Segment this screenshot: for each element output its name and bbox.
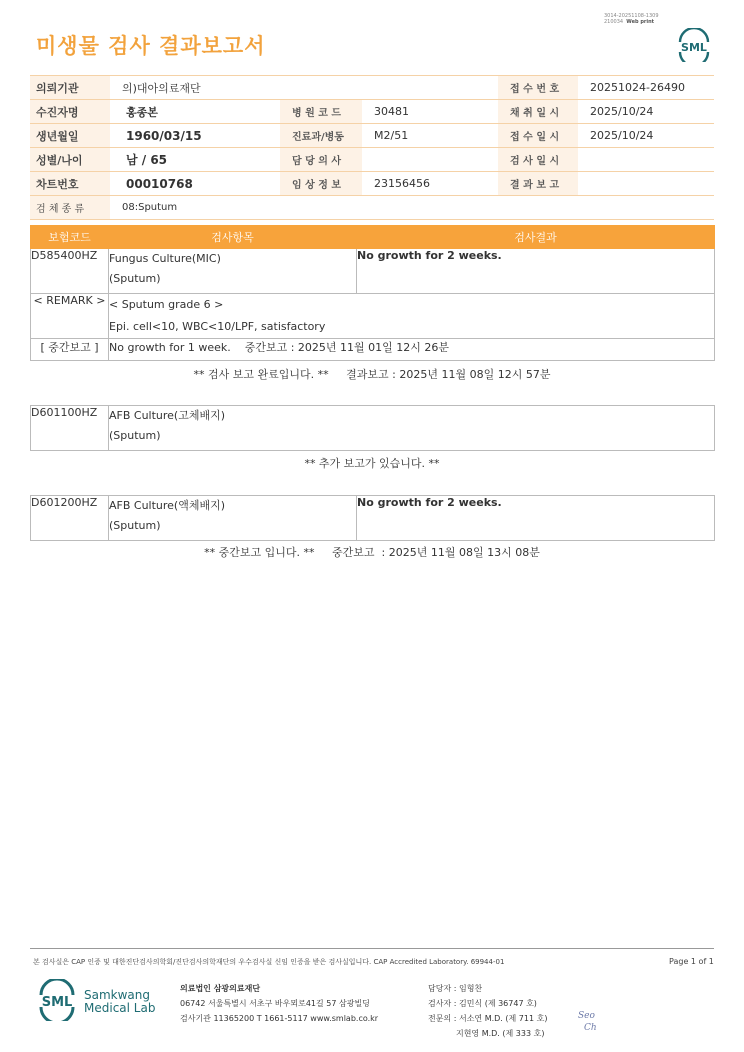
samkwang-logo-text: SML xyxy=(41,995,73,1010)
test-item xyxy=(109,496,357,541)
footer-staff xyxy=(428,981,547,1041)
test-date-label: 검 사 일 시 xyxy=(498,148,578,172)
name-value: 홍종본 xyxy=(110,100,280,124)
info-row xyxy=(30,124,714,148)
specimen-label: 검 체 종 류 xyxy=(30,196,110,220)
staff-specialist-2: 지현영 M.D. (제 333 호) xyxy=(428,1029,545,1038)
footer-brand xyxy=(84,989,155,1015)
remark-line: < Sputum grade 6 > xyxy=(109,298,224,311)
test-code: D585400HZ xyxy=(31,249,109,294)
doctor-label: 담 당 의 사 xyxy=(280,148,362,172)
signature-line: Seo xyxy=(578,1011,595,1021)
clinical-value: 23156456 xyxy=(362,172,498,196)
receipt-no-value: 20251024-26490 xyxy=(578,76,714,100)
report-value xyxy=(578,172,714,196)
result-table-afb-liquid xyxy=(30,495,715,541)
info-row xyxy=(30,196,714,220)
result-header-row xyxy=(31,226,715,249)
result-table-fungus xyxy=(30,225,715,361)
footer-divider xyxy=(30,948,714,949)
header-test-result: 검사결과 xyxy=(357,226,715,249)
test-item-specimen: (Sputum) xyxy=(109,429,161,442)
dept-value: M2/51 xyxy=(362,124,498,148)
test-code: D601100HZ xyxy=(31,406,109,451)
test-date-value xyxy=(578,148,714,172)
report-status-note: ** 검사 보고 완료입니다. ** 결과보고 : 2025년 11월 08일 12시 57분 xyxy=(193,368,551,381)
dept-label: 진료과/병동 xyxy=(280,124,362,148)
table-row xyxy=(31,496,715,541)
header-test-item: 검사항목 xyxy=(109,226,357,249)
sml-logo-text: SML xyxy=(681,41,707,54)
specimen-value: 08:Sputum xyxy=(110,196,714,220)
header-insurance-code: 보험코드 xyxy=(31,226,109,249)
test-code: D601200HZ xyxy=(31,496,109,541)
staff-manager: 담당자 : 임형찬 xyxy=(428,984,483,993)
test-item xyxy=(109,249,357,294)
sex-age-value: 남 / 65 xyxy=(110,148,280,172)
print-meta-code: 210034 Web print xyxy=(604,19,655,25)
client-label: 의뢰기관 xyxy=(30,76,110,100)
remark-label: < REMARK > xyxy=(31,294,109,339)
client-value: 의)대아의료재단 xyxy=(110,76,498,100)
test-item-specimen: (Sputum) xyxy=(109,272,161,285)
samkwang-logo-icon xyxy=(36,979,78,1021)
receipt-date-label: 접 수 일 시 xyxy=(498,124,578,148)
receipt-date-value: 2025/10/24 xyxy=(578,124,714,148)
name-label: 수진자명 xyxy=(30,100,110,124)
signature-line: Ch xyxy=(584,1023,597,1033)
sml-logo-icon xyxy=(676,28,712,62)
org-contact: 검사기관 11365200 T 1661-5117 www.smlab.co.kr xyxy=(180,1014,379,1023)
remark-line: Epi. cell<10, WBC<10/LPF, satisfactory xyxy=(109,320,326,333)
print-meta-id: 3014-20251108-1309 xyxy=(604,13,659,19)
org-name: 의료법인 삼광의료재단 xyxy=(180,984,261,993)
test-item-name: Fungus Culture(MIC) xyxy=(109,252,221,265)
staff-tester: 검사자 : 김민식 (제 36747 호) xyxy=(428,999,537,1008)
info-row xyxy=(30,100,714,124)
test-result: No growth for 2 weeks. xyxy=(357,249,715,294)
test-item-name: AFB Culture(액체배지) xyxy=(109,499,226,512)
clinical-label: 임 상 정 보 xyxy=(280,172,362,196)
test-result xyxy=(357,406,715,451)
report-status-note: ** 중간보고 입니다. ** 중간보고 : 2025년 11월 08일 13시 08분 xyxy=(204,546,540,559)
report-title: 미생물 검사 결과보고서 xyxy=(36,34,266,58)
info-row xyxy=(30,76,714,100)
doctor-value xyxy=(362,148,498,172)
certification-text: 본 검사실은 CAP 인증 및 대한진단검사의학회/진단검사의학재단의 우수검사실 신임 인증을 받은 검사실입니다. CAP Accredited Laboratory. 69944-01 xyxy=(33,958,505,966)
patient-info-table xyxy=(30,75,714,220)
hospital-code-value: 30481 xyxy=(362,100,498,124)
signature xyxy=(578,1010,597,1034)
info-row xyxy=(30,148,714,172)
report-label: 결 과 보 고 xyxy=(498,172,578,196)
chart-value: 00010768 xyxy=(110,172,280,196)
chart-label: 차트번호 xyxy=(30,172,110,196)
interim-text: No growth for 1 week. 중간보고 : 2025년 11월 01일 12시 26분 xyxy=(109,339,715,361)
hospital-code-label: 병 원 코 드 xyxy=(280,100,362,124)
receipt-no-label: 접 수 번 호 xyxy=(498,76,578,100)
page-number: Page 1 of 1 xyxy=(669,957,714,966)
interim-row xyxy=(31,339,715,361)
result-table-afb-solid xyxy=(30,405,715,451)
test-item-name: AFB Culture(고체배지) xyxy=(109,409,226,422)
table-row xyxy=(31,249,715,294)
sex-age-label: 성별/나이 xyxy=(30,148,110,172)
test-item-specimen: (Sputum) xyxy=(109,519,161,532)
collect-date-value: 2025/10/24 xyxy=(578,100,714,124)
remark-row xyxy=(31,294,715,339)
dob-label: 생년월일 xyxy=(30,124,110,148)
brand-line: Samkwang xyxy=(84,988,150,1002)
collect-date-label: 채 취 일 시 xyxy=(498,100,578,124)
org-address: 06742 서울특별시 서초구 바우뫼로41길 57 삼광빌딩 xyxy=(180,999,370,1008)
staff-specialist: 전문의 : 서소연 M.D. (제 711 호) xyxy=(428,1014,548,1023)
test-result: No growth for 2 weeks. xyxy=(357,496,715,541)
brand-line: Medical Lab xyxy=(84,1001,156,1015)
footer-organization xyxy=(180,981,378,1026)
info-row xyxy=(30,172,714,196)
print-meta xyxy=(604,13,659,25)
report-status-note: ** 추가 보고가 있습니다. ** xyxy=(304,457,440,470)
remark-text xyxy=(109,294,715,339)
interim-label: [ 중간보고 ] xyxy=(31,339,109,361)
table-row xyxy=(31,406,715,451)
dob-value: 1960/03/15 xyxy=(110,124,280,148)
test-item xyxy=(109,406,357,451)
